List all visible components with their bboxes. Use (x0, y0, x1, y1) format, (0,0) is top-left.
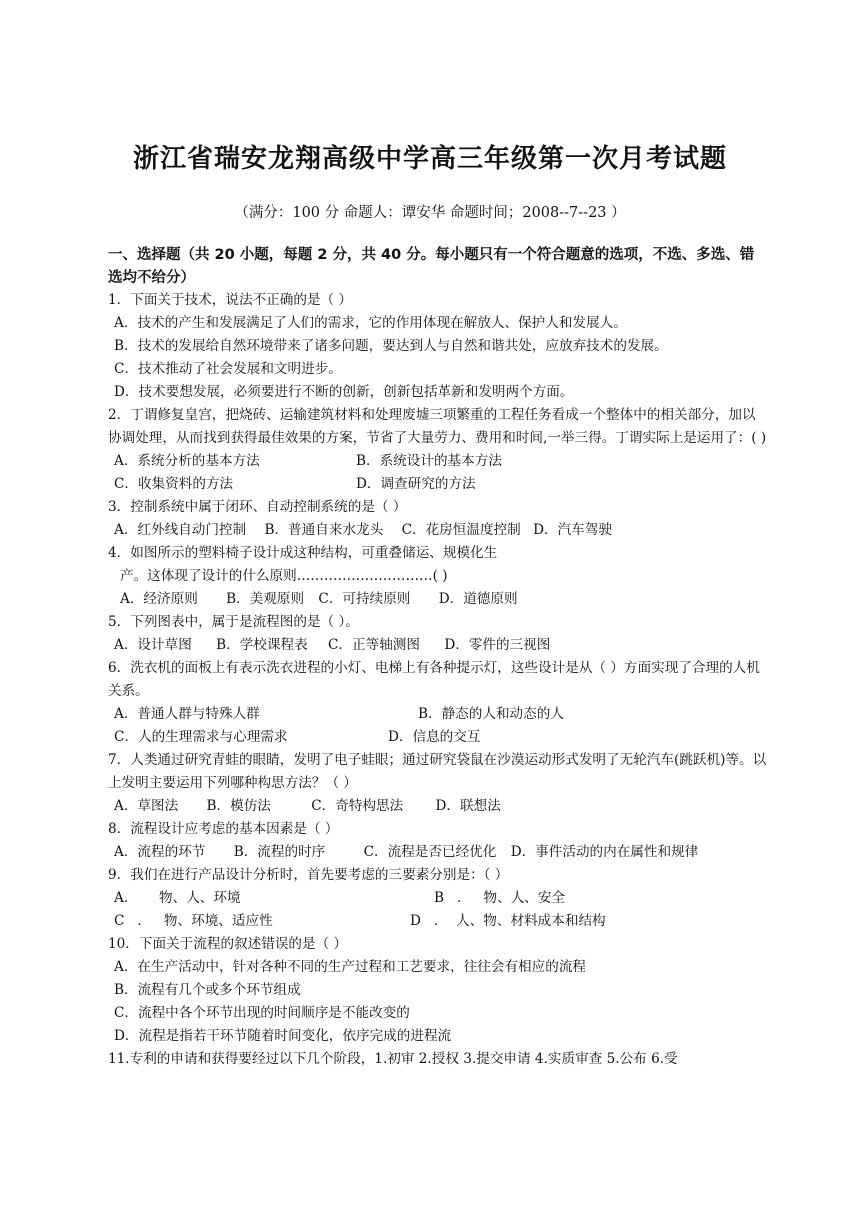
question-option: C．流程中各个环节出现的时间顺序是不能改变的 (114, 1005, 410, 1021)
question-option: D．道德原则 (438, 591, 518, 607)
question-stem: 2．丁谓修复皇宫，把烧砖、运输建筑材料和处理废墟三项繁重的工程任务看成一个整体中的相关部分，加以协调处理，从而找到获得最佳效果的方案，节省了大量劳力、费用和时间,一举三得。丁谓实际上是运用了：( ) (108, 407, 767, 446)
question-option: D．调查研究的方法 (356, 476, 476, 492)
option-row (108, 887, 768, 910)
question-option: D．技术要想发展，必须要进行不断的创新，创新包括革新和发明两个方面。 (114, 384, 574, 400)
question-stem: 5．下列图表中，属于是流程图的是（ ）。 (108, 614, 359, 630)
question-stem: 4．如图所示的塑料椅子设计成这种结构，可重叠储运、规模化生 (108, 545, 498, 561)
question-option: A． 物、人、环境 (114, 890, 241, 906)
question-option: B．静态的人和动态的人 (418, 706, 564, 722)
question-option: B．美观原则 (226, 591, 305, 607)
question-option: C．奇特构思法 (311, 798, 404, 814)
question-option: A．设计草图 (114, 637, 192, 653)
question-option: A．草图法 (114, 798, 179, 814)
question-option: C．收集资料的方法 (114, 476, 234, 492)
question-stem: 9．我们在进行产品设计分析时，首先要考虑的三要素分别是：（ ） (108, 867, 509, 883)
question-stem: 1．下面关于技术，说法不正确的是（ ） (108, 292, 353, 308)
question-option: B ． 物、人、安全 (434, 890, 566, 906)
question-option: A．普通人群与特殊人群 (114, 706, 260, 722)
question-stem: 3．控制系统中属于闭环、自动控制系统的是（ ） (108, 499, 407, 515)
option-row (108, 519, 768, 542)
question-stem: 11.专利的申请和获得要经过以下几个阶段，1.初审 2.授权 3.提交申请 4.实质审查 5.公布 6.受 (108, 1051, 678, 1067)
question-option: C．流程是否已经优化 (363, 844, 497, 860)
exam-subtitle: （满分：100 分 命题人：谭安华 命题时间；2008--7--23 ） (234, 205, 626, 221)
option-row (108, 473, 768, 496)
question-option: D ． 人、物、材料成本和结构 (410, 913, 606, 929)
question-option: B．流程的时序 (233, 844, 326, 860)
exam-title: 浙江省瑞安龙翔高级中学高三年级第一次月考试题 (132, 144, 727, 174)
question-option: A．在生产活动中，针对各种不同的生产过程和工艺要求，往往会有相应的流程 (114, 959, 587, 975)
question-option: D．汽车驾驶 (533, 522, 612, 538)
question-option: B．流程有几个或多个环节组成 (114, 982, 301, 998)
option-row (108, 634, 768, 657)
option-row (108, 450, 768, 473)
question-option: D．信息的交互 (388, 729, 481, 745)
question-option: B．模仿法 (206, 798, 271, 814)
question-option: D．联想法 (435, 798, 501, 814)
question-option: A．流程的环节 (114, 844, 206, 860)
question-option: A．系统分析的基本方法 (114, 453, 260, 469)
question-list (108, 289, 768, 1071)
option-row (108, 795, 768, 818)
question-option: C．人的生理需求与心理需求 (114, 729, 288, 745)
option-row (108, 703, 768, 726)
question-option: A．技术的产生和发展满足了人们的需求，它的作用体现在解放人、保护人和发展人。 (114, 315, 627, 331)
question-option: D．零件的三视图 (444, 637, 551, 653)
option-row (108, 726, 768, 749)
question-option: D．流程是指若干环节随着时间变化，依序完成的进程流 (114, 1028, 452, 1044)
question-option: A．经济原则 (120, 591, 198, 607)
question-option: B．技术的发展给自然环境带来了诸多问题，要达到人与自然和谐共处，应放弃技术的发展。 (114, 338, 668, 354)
section-heading: 一、选择题（共 20 小题，每题 2 分，共 40 分。每小题只有一个符合题意的选项，不选、多选、错选均不给分） (108, 247, 755, 286)
option-row (108, 841, 768, 864)
question-option: B．系统设计的基本方法 (356, 453, 502, 469)
question-option: C．可持续原则 (318, 591, 411, 607)
question-option: C．技术推动了社会发展和文明进步。 (114, 361, 342, 377)
question-option: D．事件活动的内在属性和规律 (510, 844, 699, 860)
question-option: B．学校课程表 (216, 637, 308, 653)
question-option: A．红外线自动门控制 (114, 522, 247, 538)
option-row (108, 910, 768, 933)
question-option: C ． 物、环境、适应性 (114, 913, 273, 929)
question-stem: 7．人类通过研究青蛙的眼睛，发明了电子蛙眼；通过研究袋鼠在沙漠运动形式发明了无轮汽车(跳跃机)等。以上发明主要运用下列哪种构思方法？（ ） (108, 752, 767, 791)
question-stem: 8．流程设计应考虑的基本因素是（ ） (108, 821, 339, 837)
question-stem: 6．洗衣机的面板上有表示洗衣进程的小灯、电梯上有各种提示灯，这些设计是从（ ）方面实现了合理的人机关系。 (108, 660, 760, 699)
option-row (108, 588, 768, 611)
question-option: B．普通自来水龙头 (264, 522, 384, 538)
question-stem: 10．下面关于流程的叙述错误的是（ ） (108, 936, 348, 952)
question-stem-continued: 产。这体现了设计的什么原则…………………………( ) (120, 568, 448, 584)
question-option: C．正等轴测图 (328, 637, 420, 653)
question-option: C．花房恒温度控制 (401, 522, 521, 538)
